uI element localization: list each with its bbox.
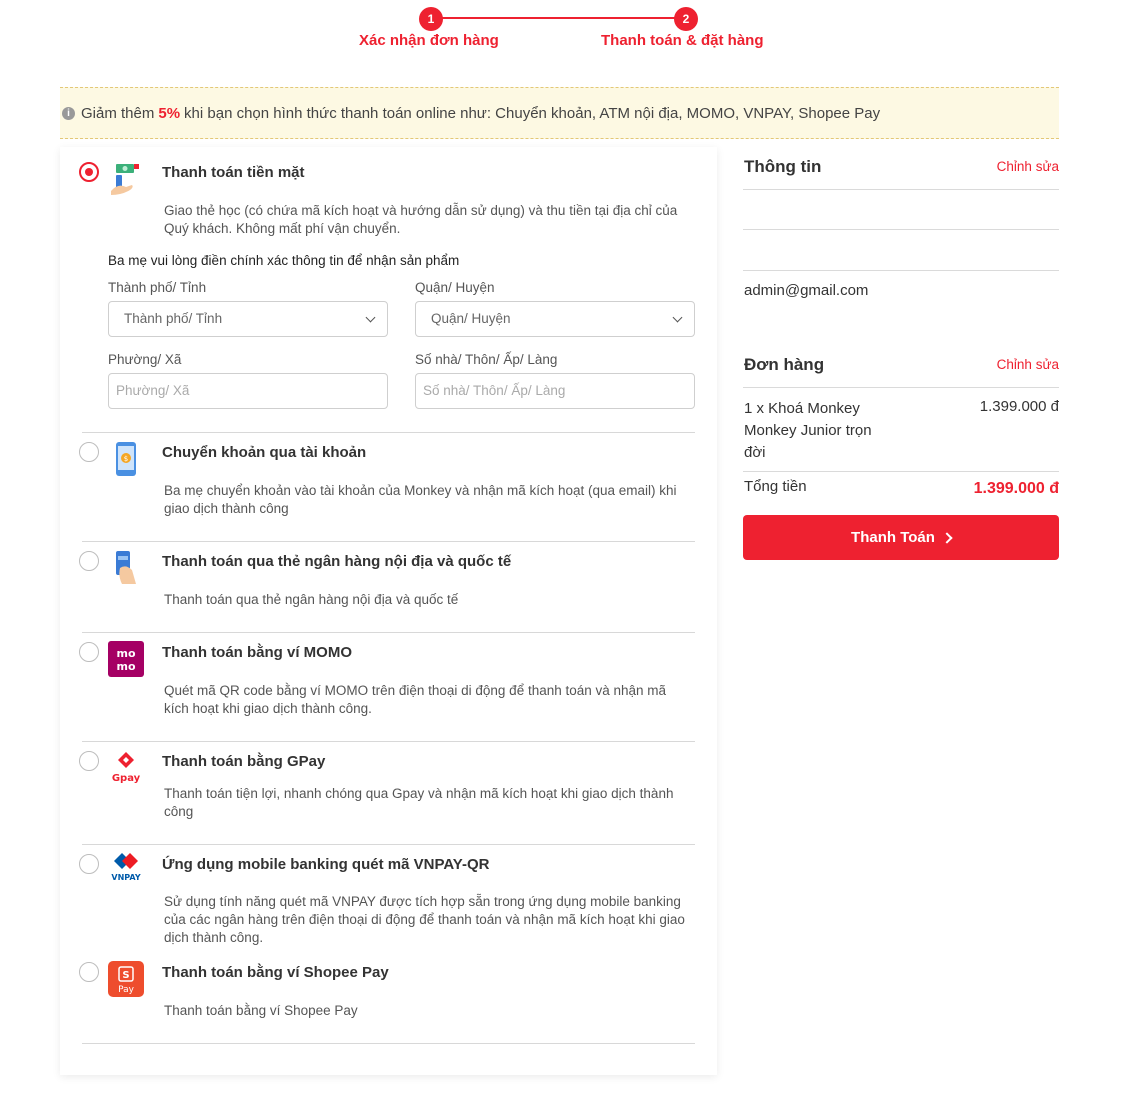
city-select[interactable]: [108, 301, 388, 337]
order-item-name: 1 x Khoá Monkey Monkey Junior trọn đời: [744, 400, 872, 461]
gpay-logo-icon: [108, 750, 144, 786]
method-shopeepay-title: Thanh toán bằng ví Shopee Pay: [162, 964, 389, 981]
order-edit-link[interactable]: Chỉnh sửa: [996, 357, 1059, 372]
divider: [82, 541, 695, 542]
chevron-right-icon: [941, 532, 952, 543]
vnpay-logo-icon: [108, 851, 144, 887]
method-cash-title: Thanh toán tiền mặt: [162, 164, 305, 181]
method-cash-desc: Giao thẻ học (có chứa mã kích hoạt và hướng dẫn sử dụng) và thu tiền tại địa chỉ của Quý khách. Không mất phí vận chuyển.: [164, 203, 678, 236]
city-label: Thành phố/ Tỉnh: [108, 280, 207, 295]
method-cash-radio[interactable]: [79, 162, 99, 182]
total-label: Tổng tiền: [744, 478, 807, 495]
shopeepay-logo-icon: [108, 961, 144, 997]
divider: [743, 471, 1059, 472]
district-label: Quận/ Huyện: [415, 280, 495, 295]
divider: [82, 632, 695, 633]
method-gpay-title: Thanh toán bằng GPay: [162, 753, 326, 770]
chevron-down-icon: [673, 313, 683, 323]
svg-text:S: S: [122, 970, 130, 981]
bank-card-icon: [108, 550, 144, 586]
order-item-price: 1.399.000 đ: [979, 398, 1059, 415]
info-email: admin@gmail.com: [744, 282, 869, 299]
info-icon: i: [62, 107, 75, 120]
info-edit-link[interactable]: Chỉnh sửa: [996, 159, 1059, 174]
street-input-placeholder: Số nhà/ Thôn/ Ấp/ Làng: [423, 383, 566, 398]
momo-logo-icon: [108, 641, 144, 677]
district-select[interactable]: [415, 301, 695, 337]
divider: [82, 1043, 695, 1044]
step-2-label: Thanh toán & đặt hàng: [601, 32, 764, 49]
info-title: Thông tin: [744, 157, 822, 176]
notice-post: khi bạn chọn hình thức thanh toán online như: Chuyển khoản, ATM nội địa, MOMO, VNPAY, Shopee Pay: [184, 104, 881, 122]
svg-text:Pay: Pay: [118, 985, 134, 995]
method-bank-transfer-desc: Ba mẹ chuyển khoản vào tài khoản của Monkey và nhận mã kích hoạt (qua email) khi giao dịch thành công: [164, 483, 677, 516]
method-card-title: Thanh toán qua thẻ ngân hàng nội địa và quốc tế: [162, 553, 512, 570]
method-shopeepay-radio[interactable]: [79, 962, 99, 982]
notice-pre: Giảm thêm: [81, 104, 155, 122]
city-select-value: Thành phố/ Tỉnh: [124, 311, 223, 326]
method-card-desc: Thanh toán qua thẻ ngân hàng nội địa và quốc tế: [164, 592, 459, 607]
svg-text:mo: mo: [116, 647, 136, 660]
ward-label: Phường/ Xã: [108, 352, 182, 367]
svg-text:$: $: [123, 455, 129, 463]
chevron-down-icon: [366, 313, 376, 323]
checkout-stepper: [0, 0, 1122, 60]
method-card-radio[interactable]: [79, 551, 99, 571]
step-1-label[interactable]: Xác nhận đơn hàng: [359, 32, 499, 49]
total-value: 1.399.000 đ: [973, 480, 1059, 497]
method-momo-desc: Quét mã QR code bằng ví MOMO trên điện thoại di động để thanh toán và nhận mã kích hoạt khi giao dịch thành công.: [164, 683, 667, 716]
district-select-value: Quận/ Huyện: [431, 311, 511, 326]
divider: [743, 270, 1059, 271]
step-2-dot: 2: [674, 7, 698, 31]
method-vnpay-title: Ứng dụng mobile banking quét mã VNPAY-QR: [162, 856, 490, 873]
method-momo-radio[interactable]: [79, 642, 99, 662]
divider: [743, 387, 1059, 388]
method-vnpay-desc: Sử dụng tính năng quét mã VNPAY được tích hợp sẵn trong ứng dụng mobile banking của các ngân hàng trên điện thoại di động để thanh toán và nhận mã kích hoạt khi giao dịch thành công.: [164, 894, 685, 945]
divider: [743, 229, 1059, 230]
phone-transfer-icon: [108, 441, 144, 477]
divider: [82, 741, 695, 742]
street-input[interactable]: [415, 373, 695, 409]
svg-text:Gpay: Gpay: [111, 773, 141, 784]
discount-notice: [60, 87, 1059, 139]
street-label: Số nhà/ Thôn/ Ấp/ Làng: [415, 352, 558, 367]
ward-input-placeholder: Phường/ Xã: [116, 383, 190, 398]
notice-percent: 5%: [158, 104, 181, 122]
divider: [743, 189, 1059, 190]
divider: [82, 844, 695, 845]
step-1-dot: 1: [419, 7, 443, 31]
method-gpay-desc: Thanh toán tiện lợi, nhanh chóng qua Gpay và nhận mã kích hoạt khi giao dịch thành công: [164, 786, 674, 819]
pay-button[interactable]: [743, 515, 1059, 560]
method-momo-title: Thanh toán bằng ví MOMO: [162, 644, 352, 661]
method-bank-transfer-title: Chuyển khoản qua tài khoản: [162, 444, 367, 461]
pay-button-label: Thanh Toán: [851, 529, 935, 546]
ward-input[interactable]: [108, 373, 388, 409]
svg-text:VNPAY: VNPAY: [111, 873, 141, 882]
method-vnpay-radio[interactable]: [79, 854, 99, 874]
divider: [82, 432, 695, 433]
method-bank-transfer-radio[interactable]: [79, 442, 99, 462]
method-gpay-radio[interactable]: [79, 751, 99, 771]
cash-hand-icon: [108, 161, 144, 197]
payment-methods-panel: [60, 147, 717, 1075]
address-form-note: Ba mẹ vui lòng điền chính xác thông tin để nhận sản phẩm: [108, 253, 460, 268]
order-title: Đơn hàng: [744, 355, 825, 374]
svg-text:mo: mo: [116, 660, 136, 673]
stepper-line: [431, 17, 686, 19]
method-shopeepay-desc: Thanh toán bằng ví Shopee Pay: [164, 1003, 358, 1018]
